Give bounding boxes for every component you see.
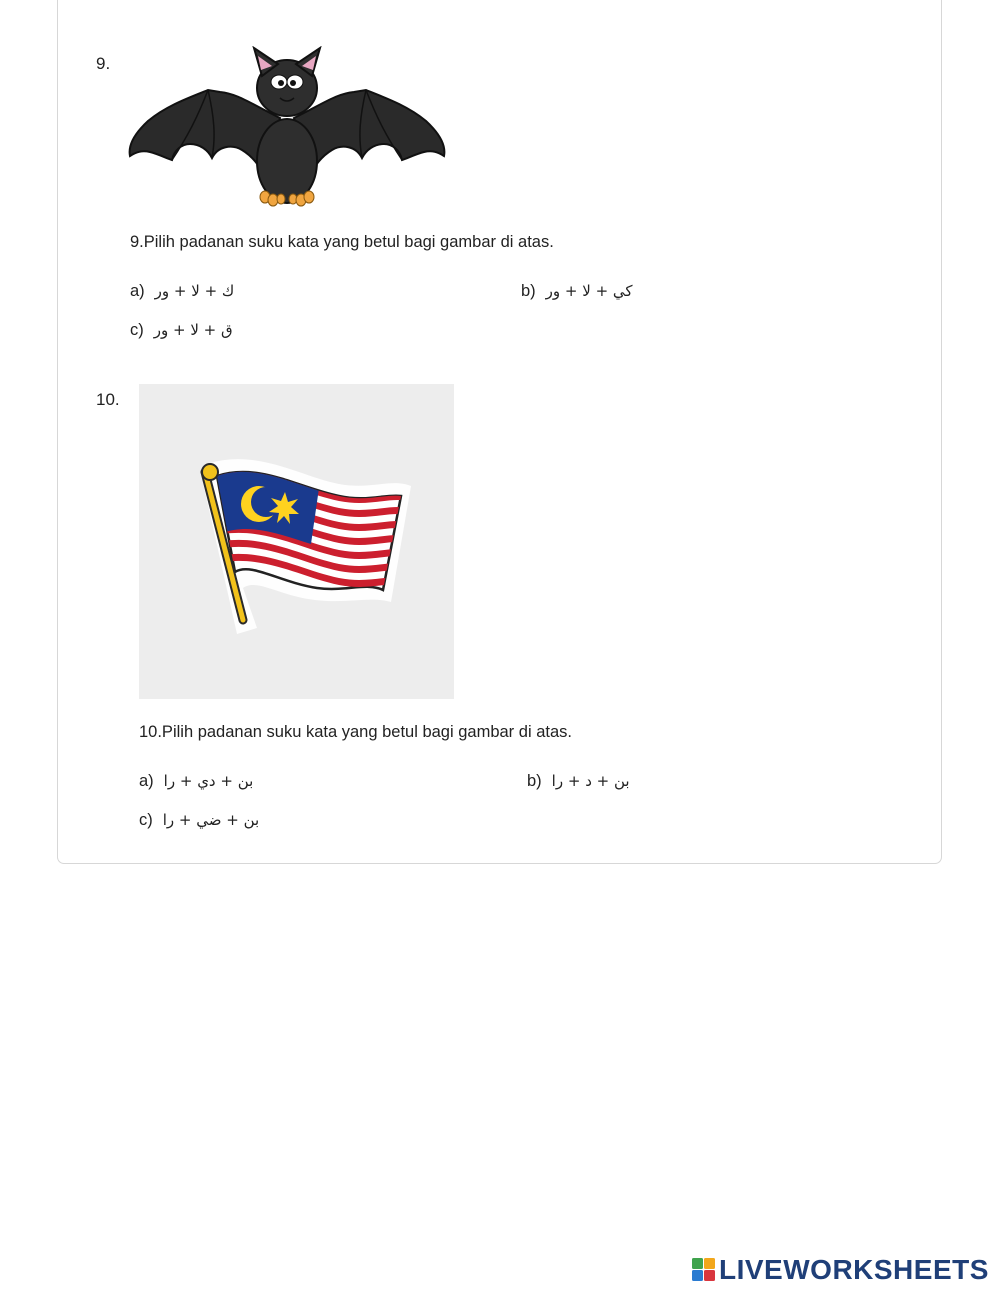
question-9-prompt: 9.Pilih padanan suku kata yang betul bagi gambar di atas. — [130, 233, 554, 251]
option-letter: a) — [130, 282, 145, 300]
question-10-option-c[interactable] — [139, 811, 259, 830]
live-badge-icon — [692, 1258, 716, 1282]
question-9-number: 9. — [96, 54, 111, 73]
bat-image — [128, 46, 446, 210]
option-text: ك + لا + ور — [154, 282, 235, 300]
option-letter: c) — [130, 321, 144, 339]
question-10-option-a[interactable] — [139, 772, 253, 791]
option-letter: a) — [139, 772, 154, 790]
option-text: بن + د + را — [551, 772, 630, 790]
question-9-option-b[interactable] — [521, 282, 633, 301]
option-letter: c) — [139, 811, 153, 829]
option-text: ق + لا + ور — [153, 321, 233, 339]
option-letter: b) — [521, 282, 536, 300]
question-9-option-a[interactable] — [130, 282, 234, 301]
question-10-number: 10. — [96, 390, 120, 409]
malaysia-flag-image — [139, 384, 454, 699]
liveworksheets-logo — [692, 1253, 989, 1287]
question-10-prompt: 10.Pilih padanan suku kata yang betul bagi gambar di atas. — [139, 723, 572, 741]
question-10-option-b[interactable] — [527, 772, 630, 791]
question-9-option-c[interactable] — [130, 321, 233, 340]
option-text: بن + ضي + را — [162, 811, 260, 829]
brand-name: LIVEWORKSHEETS — [719, 1254, 989, 1285]
option-letter: b) — [527, 772, 542, 790]
option-text: كي + لا + ور — [545, 282, 633, 300]
option-text: بن + دي + را — [163, 772, 254, 790]
